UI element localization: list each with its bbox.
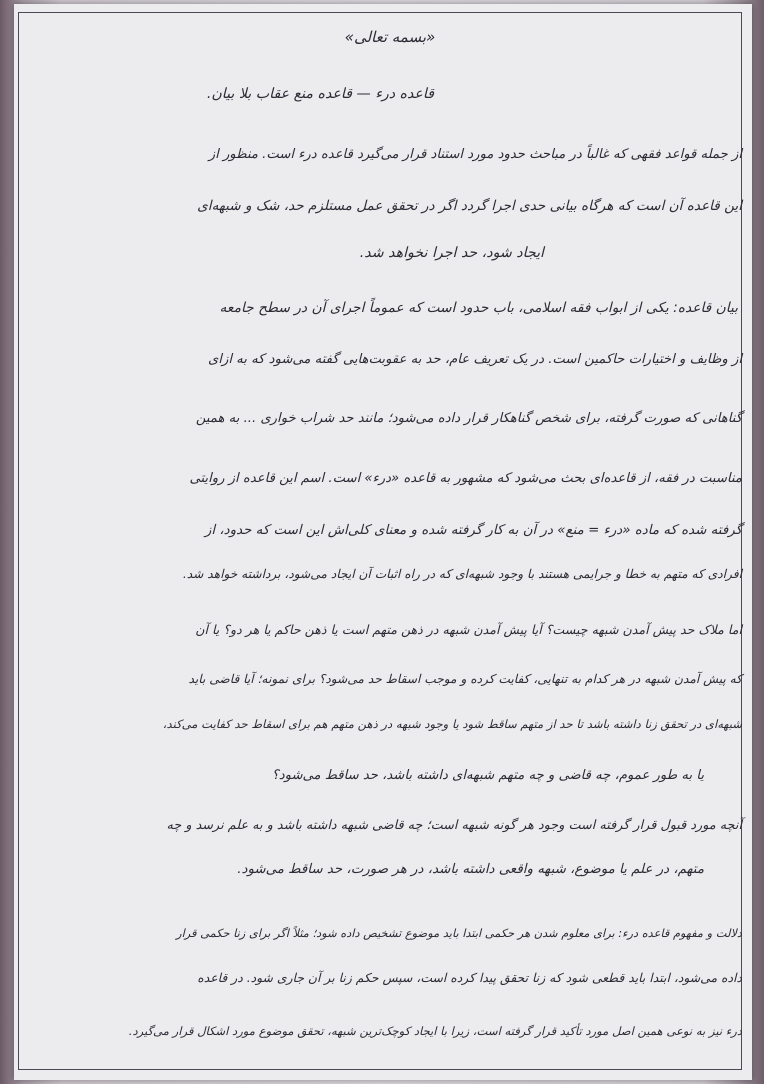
text-line: آنچه مورد قبول قرار گرفته است وجود هر گونه شبهه است؛ چه قاضی شبهه داشته باشد و به علم نرسد و چه <box>166 818 742 833</box>
text-line: قاعده درء — قاعده منع عقاب بلا بیان. <box>206 86 434 102</box>
text-line: ایجاد شود، حد اجرا نخواهد شد. <box>359 245 544 261</box>
text-line: شبهه‌ای در تحقق زنا داشته باشد تا حد از متهم ساقط شود یا وجود شبهه در ذهن متهم هم برای اسقاط حد کفایت می‌کند، <box>162 717 742 731</box>
text-line: مناسبت در فقه، از قاعده‌ای بحث می‌شود که مشهور به قاعده «درء» است. اسم این قاعده از روایتی <box>189 471 742 486</box>
text-line: این قاعده آن است که هرگاه بیانی حدی اجرا گردد اگر در تحقق عمل مستلزم حد، شک و شبهه‌ای <box>197 198 742 214</box>
text-line: از جمله قواعد فقهی که غالباً در مباحث حدود مورد استناد قرار می‌گیرد قاعده درء است. منظور از <box>208 147 742 162</box>
text-line: یا به طور عموم، چه قاضی و چه متهم شبهه‌ای داشته باشد، حد ساقط می‌شود؟ <box>271 768 704 783</box>
text-line: که پیش آمدن شبهه در هر کدام به تنهایی، کفایت کرده و موجب اسقاط حد می‌شود؟ برای نمونه؛ آیا قاضی باید <box>188 672 742 686</box>
text-line: گناهانی که صورت گرفته، برای شخص گناهکار قرار داده می‌شود؛ مانند حد شراب خواری ... به همین <box>195 411 742 426</box>
text-line: درء نیز به نوعی همین اصل مورد تأکید قرار گرفته است، زیرا با ایجاد کوچک‌ترین شبهه، تحقق موضوع مورد اشکال قرار می‌گیرد. <box>128 1024 742 1038</box>
text-line: دلالت و مفهوم قاعده درء: برای معلوم شدن هر حکمی ابتدا باید موضوع تشخیص داده شود؛ مثلاً اگر برای زنا حکمی قرار <box>176 926 742 940</box>
text-line: متهم، در علم یا موضوع، شبهه واقعی داشته باشد، در هر صورت، حد ساقط می‌شود. <box>237 862 704 877</box>
text-line: داده می‌شود، ابتدا باید قطعی شود که زنا تحقق پیدا کرده است، سپس حکم زنا بر آن جاری شود. در قاعده <box>197 970 742 985</box>
page-border <box>18 12 742 1070</box>
text-line: گرفته شده که ماده «درء = منع» در آن به کار گرفته شده و معنای کلی‌اش این است که حدود، از <box>204 523 742 538</box>
page-header: «بسمه تعالی» <box>344 28 436 46</box>
text-line: اما ملاک حد پیش آمدن شبهه چیست؟ آیا پیش آمدن شبهه در ذهن متهم است یا ذهن حاکم یا هر دو؟ یا آن <box>195 622 742 637</box>
text-line: افرادی که متهم به خطا و جرایمی هستند با وجود شبهه‌ای که در راه اثبات آن ایجاد می‌شود، برداشته خواهد شد. <box>182 567 742 581</box>
text-line: از وظایف و اختیارات حاکمین است. در یک تعریف عام، حد به عقوبت‌هایی گفته می‌شود که به ازای <box>207 352 742 367</box>
text-line: بیان قاعده: یکی از ابواب فقه اسلامی، باب حدود است که عموماً اجرای آن در سطح جامعه <box>219 300 738 316</box>
paper-sheet <box>14 4 752 1080</box>
